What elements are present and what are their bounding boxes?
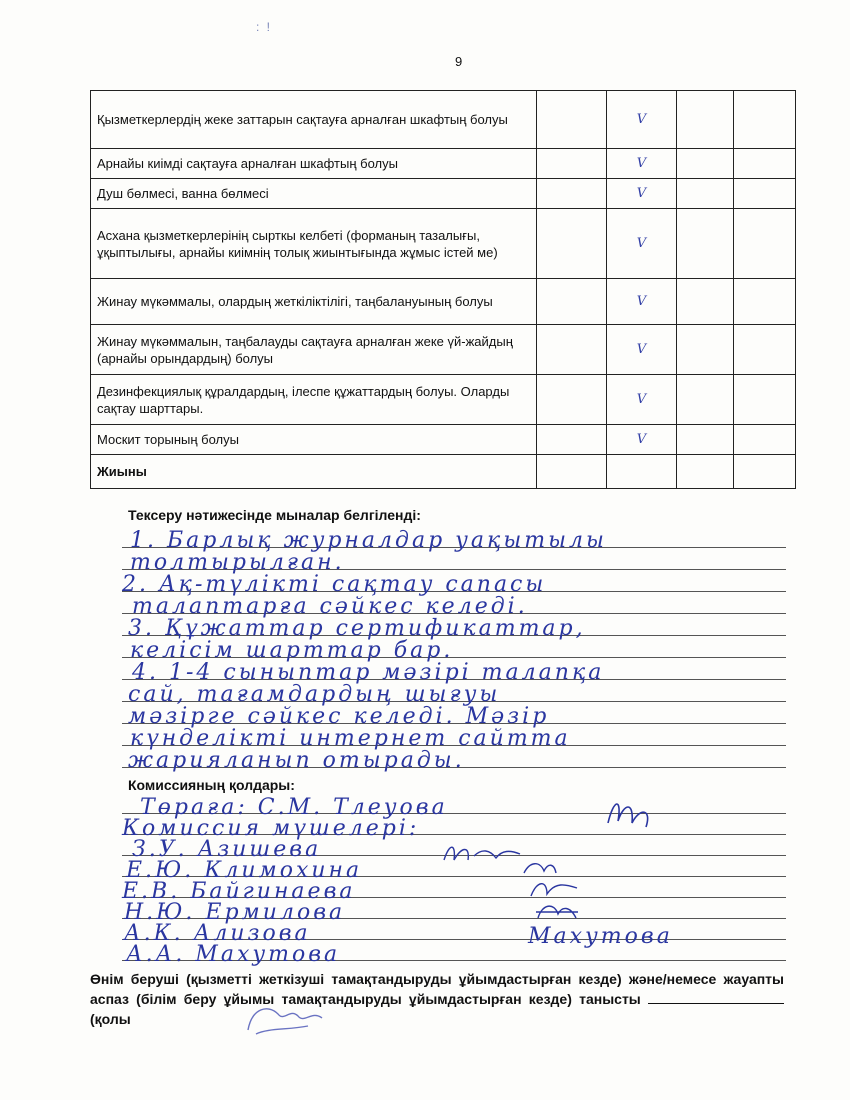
empty-cell	[734, 425, 796, 455]
empty-cell	[677, 455, 734, 489]
empty-cell	[677, 325, 734, 375]
empty-cell	[677, 425, 734, 455]
criterion-cell: Жинау мүкәммалын, таңбалауды сақтауға арналған жеке үй-жайдың (арнайы орындардың) болуы	[91, 325, 537, 375]
handwritten-line: Комиссия мүшелері:	[122, 816, 420, 841]
empty-cell	[607, 455, 677, 489]
checklist-table	[90, 90, 796, 489]
empty-cell	[734, 325, 796, 375]
signature-label: (қолы	[90, 1011, 131, 1027]
handwritten-line: 4. 1-4 сыныптар мәзірі талапқа	[132, 660, 605, 685]
empty-cell	[734, 91, 796, 149]
criterion-cell: Душ бөлмесі, ванна бөлмесі	[91, 179, 537, 209]
empty-cell	[537, 425, 607, 455]
empty-cell	[734, 455, 796, 489]
criterion-cell: Дезинфекциялық құралдардың, ілеспе құжаттардың болуы. Оларды сақтау шарттары.	[91, 375, 537, 425]
member-signature-icon	[440, 838, 530, 868]
total-row	[91, 455, 796, 489]
table-row	[91, 279, 796, 325]
table-row	[91, 325, 796, 375]
handwritten-line: толтырылған.	[130, 550, 345, 575]
handwritten-line: мәзірге сәйкес келеді. Мәзір	[128, 704, 550, 729]
empty-cell	[734, 209, 796, 279]
empty-cell	[537, 209, 607, 279]
criterion-cell: Москит торының болуы	[91, 425, 537, 455]
table-row	[91, 425, 796, 455]
handwritten-line: Төраға: С.М. Тлеуова	[140, 795, 448, 820]
empty-cell	[677, 209, 734, 279]
criterion-cell: Жинау мүкәммалы, олардың жеткіліктілігі, таңбалануының болуы	[91, 279, 537, 325]
criterion-cell: Арнайы киімді сақтауға арналған шкафтың болуы	[91, 149, 537, 179]
empty-cell	[734, 375, 796, 425]
empty-cell	[537, 455, 607, 489]
footer-text: Өнім беруші (қызметті жеткізуші тамақтандыруды ұйымдастырған кезде) және/немесе жауапты аспаз (білім беру ұйымы тамақтандыруды ұйымдастырған кезде) танысты	[90, 971, 784, 1007]
table-row	[91, 375, 796, 425]
empty-cell	[537, 179, 607, 209]
table-row	[91, 179, 796, 209]
empty-cell	[677, 91, 734, 149]
table-row	[91, 91, 796, 149]
handwritten-line: сай, тағамдардың шығуы	[128, 682, 501, 707]
check-mark: V	[607, 375, 677, 425]
check-mark: V	[607, 209, 677, 279]
handwritten-line: 3. Құжаттар сертификаттар,	[128, 616, 586, 641]
check-mark: V	[607, 179, 677, 209]
handwritten-line: 2. Ақ-түлікті сақтау сапасы	[122, 572, 547, 597]
criterion-cell: Асхана қызметкерлерінің сырткы келбеті (форманың тазалығы, ұқыптылығы, арнайы киімнің толық жиынтығында жұмыс істей ме)	[91, 209, 537, 279]
handwritten-line: жарияланып отырады.	[128, 748, 465, 773]
findings-title: Тексеру нәтижесінде мыналар белгіленді:	[128, 507, 421, 523]
check-mark: V	[607, 279, 677, 325]
empty-cell	[677, 149, 734, 179]
handwritten-line: Н.Ю. Ермилова	[124, 900, 346, 925]
handwritten-line: Е.В. Байгинаева	[122, 879, 356, 904]
signature-blank	[648, 989, 784, 1004]
empty-cell	[537, 149, 607, 179]
empty-cell	[734, 149, 796, 179]
handwritten-line: З.У. Азишева	[132, 837, 322, 862]
scan-mark: : !	[256, 20, 273, 34]
empty-cell	[734, 279, 796, 325]
empty-cell	[734, 179, 796, 209]
handwritten-line: талаптарға сәйкес келеді.	[132, 594, 528, 619]
empty-cell	[537, 279, 607, 325]
check-mark: V	[607, 325, 677, 375]
table-row	[91, 209, 796, 279]
criterion-cell: Қызметкерлердің жеке заттарын сақтауға арналған шкафтың болуы	[91, 91, 537, 149]
handwritten-line: Е.Ю. Климохина	[126, 858, 363, 883]
check-mark: V	[607, 91, 677, 149]
table-row	[91, 149, 796, 179]
handwritten-line: келісім шарттар бар.	[130, 638, 454, 663]
footer-acknowledgement	[90, 969, 784, 1029]
handwritten-line: А.К. Ализова	[124, 921, 311, 946]
empty-cell	[537, 375, 607, 425]
handwritten-line: күнделікті интернет сайтта	[130, 726, 571, 751]
footer-signature-icon	[238, 1000, 328, 1040]
last-signature: Махутова	[528, 924, 673, 949]
commission-title: Комиссияның қолдары:	[128, 777, 295, 793]
total-label: Жиыны	[91, 455, 537, 489]
empty-cell	[677, 179, 734, 209]
check-mark: V	[607, 149, 677, 179]
empty-cell	[537, 325, 607, 375]
chair-signature-icon	[600, 793, 660, 833]
empty-cell	[677, 375, 734, 425]
page-number: 9	[455, 54, 463, 69]
empty-cell	[537, 91, 607, 149]
empty-cell	[677, 279, 734, 325]
handwritten-line: А.А. Махутова	[126, 942, 341, 967]
handwritten-line: 1. Барлық журналдар уақытылы	[130, 528, 607, 553]
check-mark: V	[607, 425, 677, 455]
